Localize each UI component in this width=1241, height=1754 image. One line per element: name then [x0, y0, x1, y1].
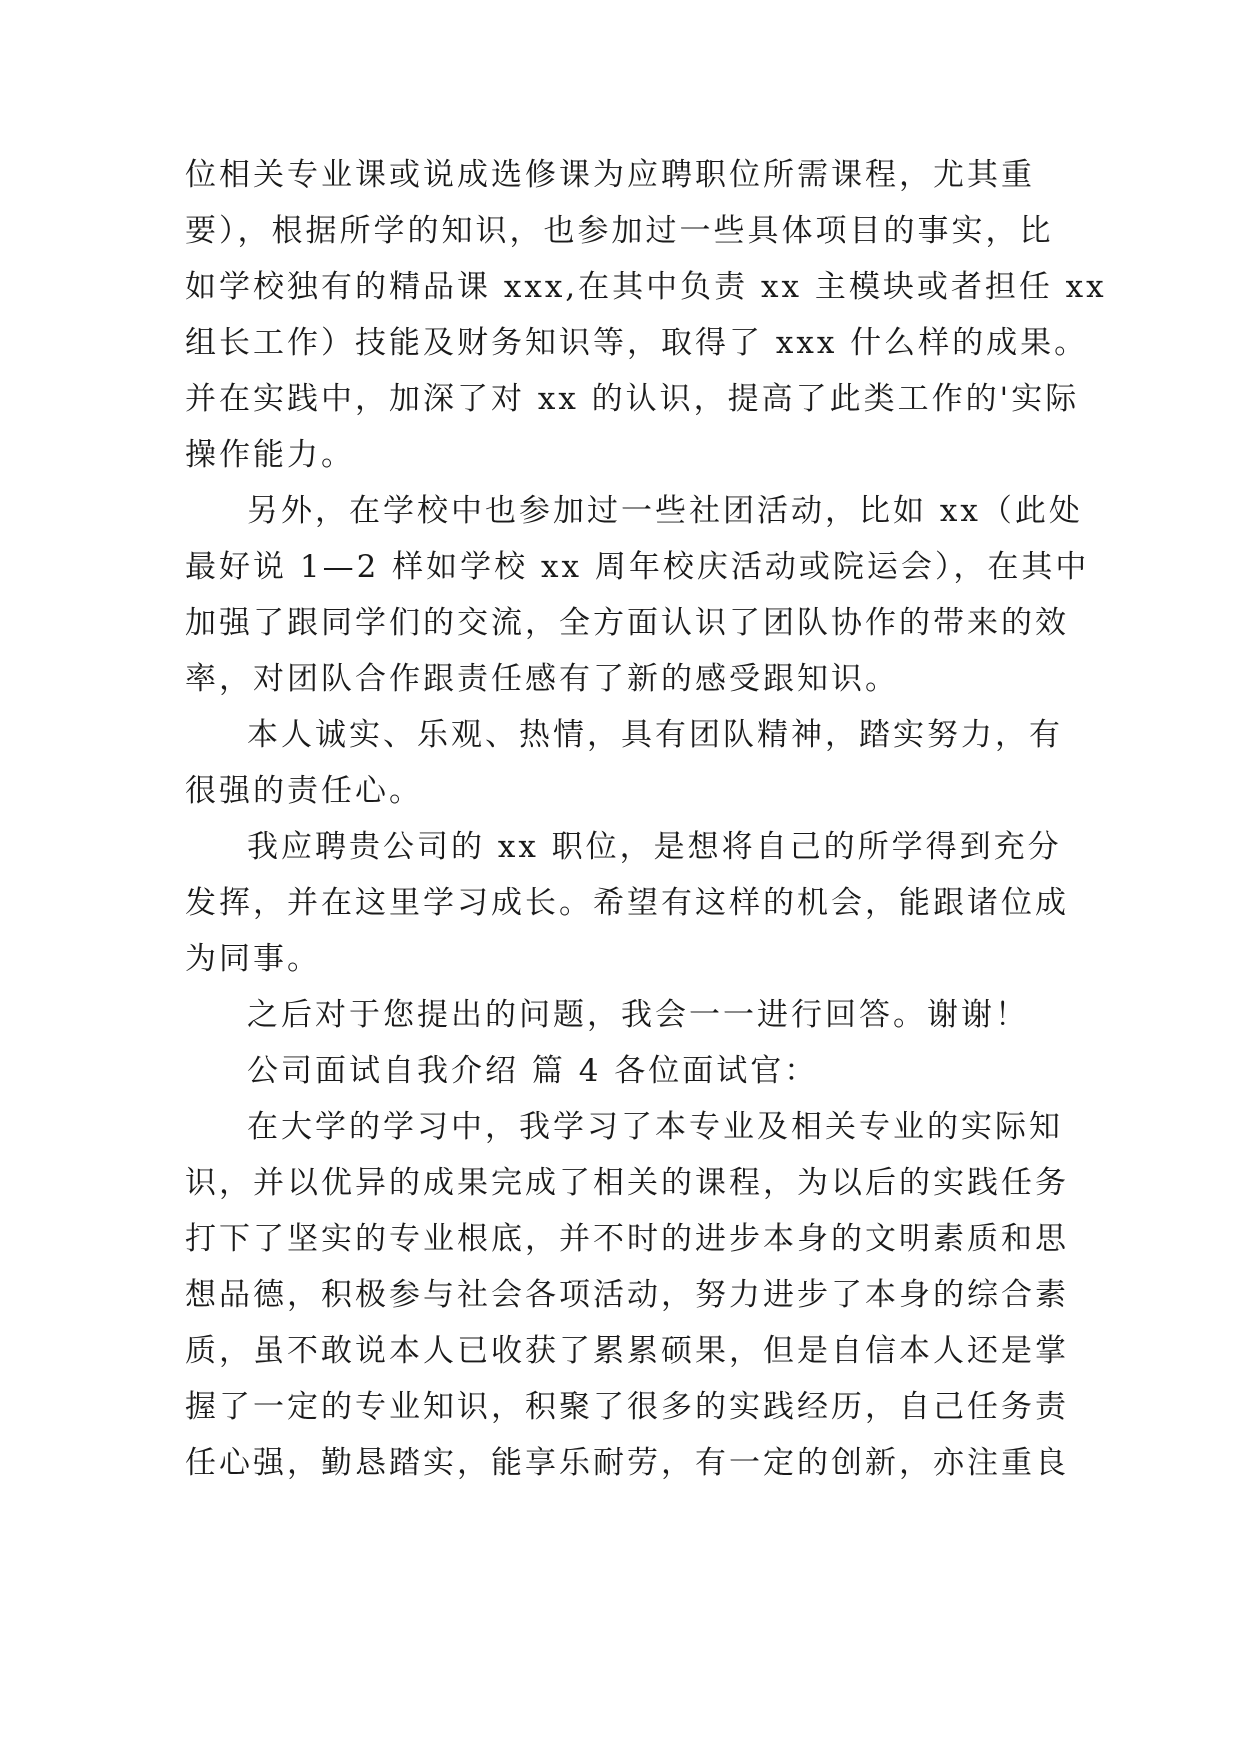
- text-line: 组长工作）技能及财务知识等，取得了 xxx 什么样的成果。: [185, 325, 1089, 361]
- text-line: 握了一定的专业知识，积聚了很多的实践经历，自己任务责: [185, 1389, 1069, 1425]
- text-line: 发挥，并在这里学习成长。希望有这样的机会，能跟诸位成: [185, 885, 1069, 921]
- text-line: 要），根据所学的知识，也参加过一些具体项目的事实，比: [185, 213, 1054, 249]
- text-line: 为同事。: [185, 941, 321, 977]
- paragraph-start-line: 我应聘贵公司的 xx 职位，是想将自己的所学得到充分: [247, 829, 1062, 865]
- text-line: 加强了跟同学们的交流，全方面认识了团队协作的带来的效: [185, 605, 1069, 641]
- text-line: 任心强，勤恳踏实，能享乐耐劳，有一定的创新，亦注重良: [185, 1445, 1069, 1481]
- text-line: 如学校独有的精品课 xxx,在其中负责 xx 主模块或者担任 xx: [185, 269, 1107, 305]
- text-line: 想品德，积极参与社会各项活动，努力进步了本身的综合素: [185, 1277, 1069, 1313]
- paragraph-start-line: 另外，在学校中也参加过一些社团活动，比如 xx（此处: [247, 493, 1083, 529]
- text-line: 率，对团队合作跟责任感有了新的感受跟知识。: [185, 661, 899, 697]
- section-heading-line: 公司面试自我介绍 篇 4 各位面试官：: [247, 1053, 819, 1089]
- paragraph-start-line: 本人诚实、乐观、热情，具有团队精神，踏实努力，有: [247, 717, 1063, 753]
- text-line: 操作能力。: [185, 437, 355, 473]
- text-line: 很强的责任心。: [185, 773, 423, 809]
- text-line: 质，虽不敢说本人已收获了累累硕果，但是自信本人还是掌: [185, 1333, 1069, 1369]
- text-line: 并在实践中，加深了对 xx 的认识，提高了此类工作的'实际: [185, 381, 1080, 417]
- text-line: 位相关专业课或说成选修课为应聘职位所需课程，尤其重: [185, 157, 1035, 193]
- text-line: 识，并以优异的成果完成了相关的课程，为以后的实践任务: [185, 1165, 1069, 1201]
- paragraph-start-line: 在大学的学习中，我学习了本专业及相关专业的实际知: [247, 1109, 1063, 1145]
- text-line: 最好说 1—2 样如学校 xx 周年校庆活动或院运会），在其中: [185, 549, 1090, 585]
- text-line: 打下了坚实的专业根底，并不时的进步本身的文明素质和思: [185, 1221, 1069, 1257]
- paragraph-start-line: 之后对于您提出的问题，我会一一进行回答。谢谢！: [247, 997, 1029, 1033]
